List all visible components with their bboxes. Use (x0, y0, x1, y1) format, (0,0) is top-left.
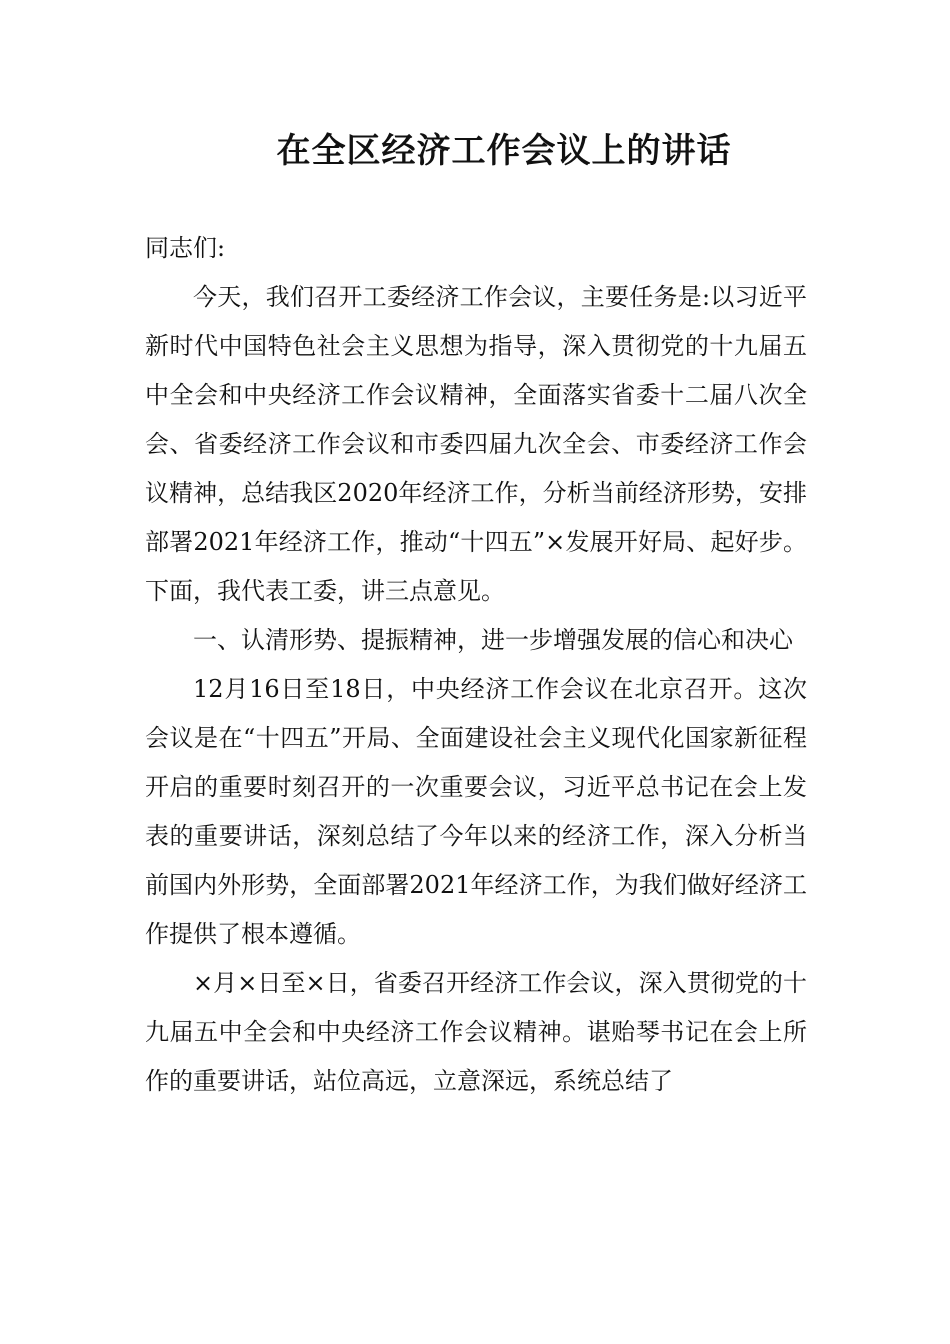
paragraph-intro: 今天，我们召开工委经济工作会议，主要任务是:以习近平新时代中国特色社会主义思想为指导，深入贯彻党的十九届五中全会和中央经济工作会议精神，全面落实省委十二届八次全会、省委经济工作会议和市委四届九次全会、市委经济工作会议精神，总结我区2020年经济工作，分析当前经济形势，安排部署2021年经济工作，推动“十四五”×发展开好局、起好步。下面，我代表工委，讲三点意见。 (145, 283, 807, 605)
section-heading-1: 一、认清形势、提振精神，进一步增强发展的信心和决心 (193, 626, 793, 654)
paragraph-provincial-meeting: ×月×日至×日，省委召开经济工作会议，深入贯彻党的十九届五中全会和中央经济工作会议精神。谌贻琴书记在会上所作的重要讲话，站位高远，立意深远，系统总结了 (145, 969, 807, 1095)
document-title: 在全区经济工作会议上的讲话 (276, 131, 732, 171)
document-body (145, 224, 807, 1106)
paragraph-central-meeting: 12月16日至18日，中央经济工作会议在北京召开。这次会议是在“十四五”开局、全面建设社会主义现代化国家新征程开启的重要时刻召开的一次重要会议，习近平总书记在会上发表的重要讲话，深刻总结了今年以来的经济工作，深入分析当前国内外形势，全面部署2021年经济工作，为我们做好经济工作提供了根本遵循。 (145, 675, 807, 948)
salutation: 同志们: (145, 234, 226, 262)
